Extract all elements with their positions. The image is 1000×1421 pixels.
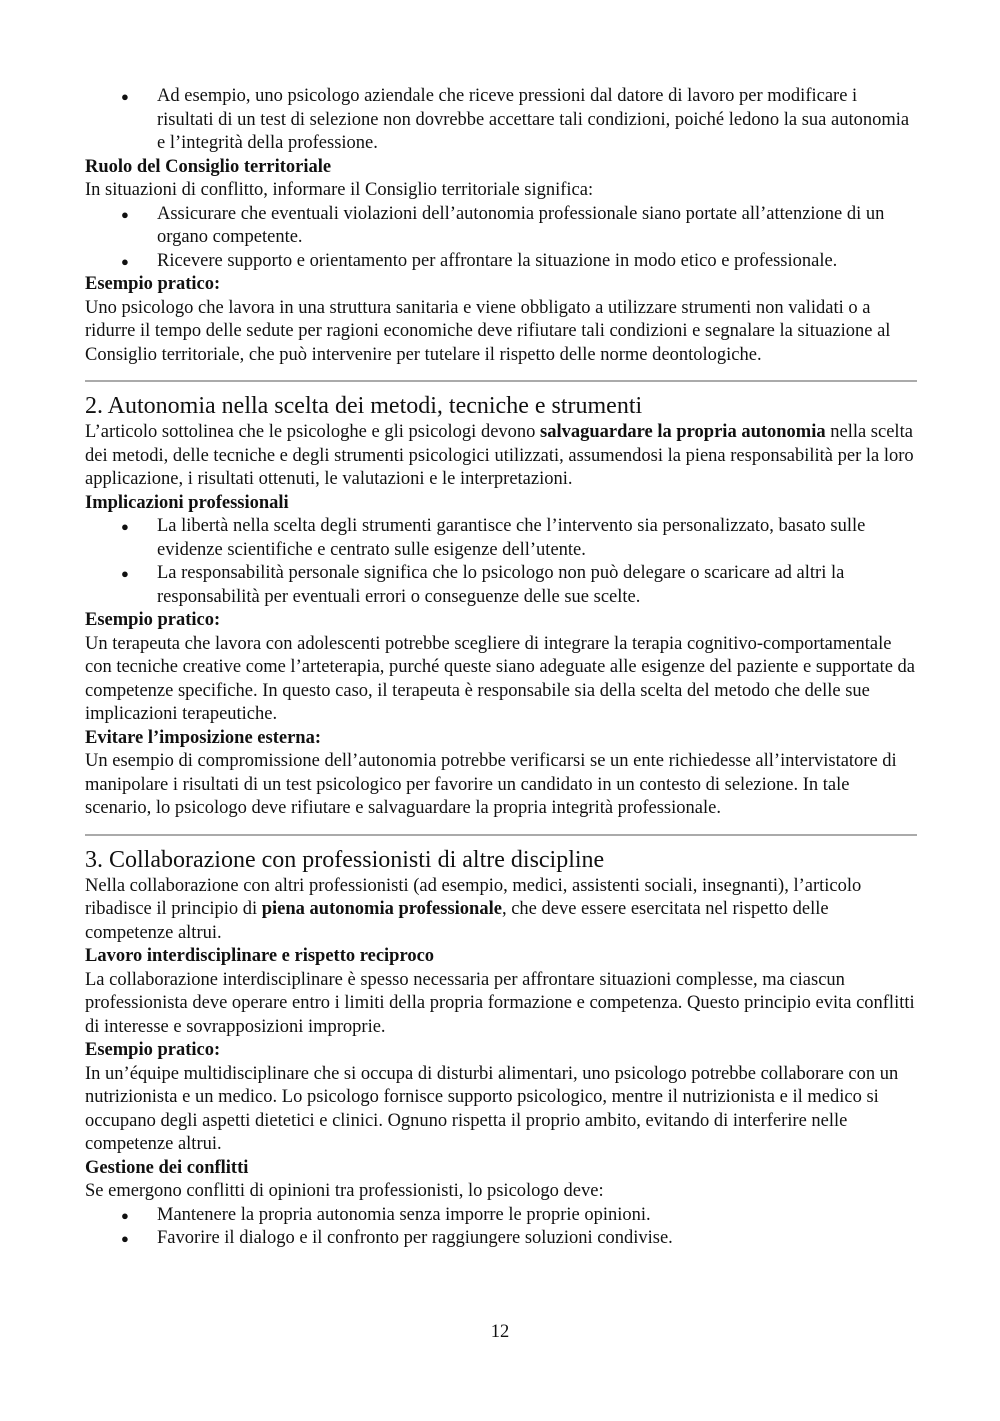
- paragraph-evitare: Un esempio di compromissione dell’autonomia potrebbe verificarsi se un ente richiedesse all’intervistatore di manipolare i risultati di un test psicologico per favorire un candidato in un contesto di selezione. In tale scenario, lo psicologo deve rifiutare e salvaguardare la propria integrità professionale.: [85, 751, 897, 818]
- intro-text: L’articolo sottolinea che le psicologhe e gli psicologi devono: [85, 422, 541, 442]
- intro-text: nella scelta dei metodi, delle tecniche e degli strumenti psicologici utilizzati, assumendosi la piena responsabilità per la loro applicazione, i risultati ottenuti, le valutazioni e le interpretazioni.: [85, 422, 914, 489]
- list-item: ● Favorire il dialogo e il confronto per raggiungere soluzioni condivise.: [85, 1227, 917, 1251]
- subheading-evitare: Evitare l’imposizione esterna:: [85, 727, 322, 748]
- section-divider: [85, 834, 917, 836]
- consiglio-bullet-list: [85, 203, 917, 274]
- subheading-lavoro: Lavoro interdisciplinare e rispetto reciproco: [85, 946, 435, 966]
- list-item: ● Ricevere supporto e orientamento per affrontare la situazione in modo etico e professionale.: [85, 250, 917, 274]
- gestione-bullet-list: [85, 1204, 917, 1251]
- subheading-implicazioni: Implicazioni professionali: [85, 492, 289, 513]
- section-divider: [85, 380, 917, 382]
- paragraph-esempio: In un’équipe multidisciplinare che si occupa di disturbi alimentari, uno psicologo potrebbe collaborare con un nutrizionista e un medico. Lo psicologo fornisce supporto psicologico, mentre il nutrizionista e il medico si occupano degli aspetti dietetici e clinici. Ognuno rispetta il proprio ambito, evitando di interferire nelle competenze altrui.: [85, 1063, 899, 1154]
- page-number: 12: [490, 1322, 510, 1342]
- subheading-consiglio: Ruolo del Consiglio territoriale: [85, 156, 332, 177]
- intro-text: Nella collaborazione con altri professionisti (ad esempio, medici, assistenti sociali, insegnanti), l’articolo ribadisce il principio di: [85, 875, 862, 919]
- subheading-gestione: Gestione dei conflitti: [85, 1157, 249, 1178]
- implicazioni-bullet-list: [85, 515, 917, 609]
- paragraph-gestione-intro: Se emergono conflitti di opinioni tra professionisti, lo psicologo deve:: [85, 1181, 604, 1201]
- list-item: ● Mantenere la propria autonomia senza imporre le proprie opinioni.: [85, 1204, 917, 1228]
- paragraph-esempio: Uno psicologo che lavora in una struttura sanitaria e viene obbligato a utilizzare strumenti non validati o a ridurre il tempo delle sedute per ragioni economiche deve rifiutare tali condizioni e segnalare la situazione al Consiglio territoriale, che può intervenire per tutelare il rispetto delle norme deontologiche.: [85, 297, 891, 365]
- paragraph-consiglio-intro: In situazioni di conflitto, informare il Consiglio territoriale significa:: [85, 180, 594, 200]
- subheading-esempio: Esempio pratico:: [85, 610, 221, 630]
- section-title: 3. Collaborazione con professionisti di altre discipline: [85, 846, 605, 873]
- paragraph-section3-intro: [85, 875, 917, 946]
- list-item: ● Assicurare che eventuali violazioni dell’autonomia professionale siano portate all’attenzione di un organo competente.: [85, 203, 917, 250]
- intro-text: , che deve essere esercitata nel rispetto delle competenze altrui.: [85, 899, 829, 943]
- document-page: [85, 85, 917, 1251]
- list-item: ● La responsabilità personale significa che lo psicologo non può delegare o scaricare ad altri la responsabilità per eventuali errori o conseguenze delle sue scelte.: [85, 562, 917, 609]
- paragraph-section2-intro: [85, 421, 917, 492]
- list-item: ● Ad esempio, uno psicologo aziendale che riceve pressioni dal datore di lavoro per modificare i risultati di un test di selezione non dovrebbe accettare tali condizioni, poiché ledono la sua autonomia e l’integrità della professione.: [85, 85, 917, 156]
- section-title: 2. Autonomia nella scelta dei metodi, tecniche e strumenti: [85, 393, 643, 419]
- intro-bold-text: piena autonomia professionale: [261, 899, 502, 919]
- intro-bullet-list: [85, 85, 917, 156]
- intro-bold-text: salvaguardare la propria autonomia: [540, 422, 826, 442]
- subheading-esempio: Esempio pratico:: [85, 274, 221, 294]
- paragraph-lavoro: La collaborazione interdisciplinare è spesso necessaria per affrontare situazioni complesse, ma ciascun professionista deve operare entro i limiti della propria formazione e competenza. Questo principio evita conflitti di interesse e sovrapposizioni improprie.: [85, 969, 915, 1037]
- list-item: ● La libertà nella scelta degli strumenti garantisce che l’intervento sia personalizzato, basato sulle evidenze scientifiche e centrato sulle esigenze dell’utente.: [85, 515, 917, 562]
- paragraph-esempio: Un terapeuta che lavora con adolescenti potrebbe scegliere di integrare la terapia cognitivo-comportamentale con tecniche creative come l’arteterapia, purché queste siano adeguate alle esigenze del paziente e supportate da competenze specifiche. In questo caso, il terapeuta è responsabile sia della scelta del metodo che delle sue implicazioni terapeutiche.: [85, 633, 916, 724]
- subheading-esempio: Esempio pratico:: [85, 1040, 221, 1060]
